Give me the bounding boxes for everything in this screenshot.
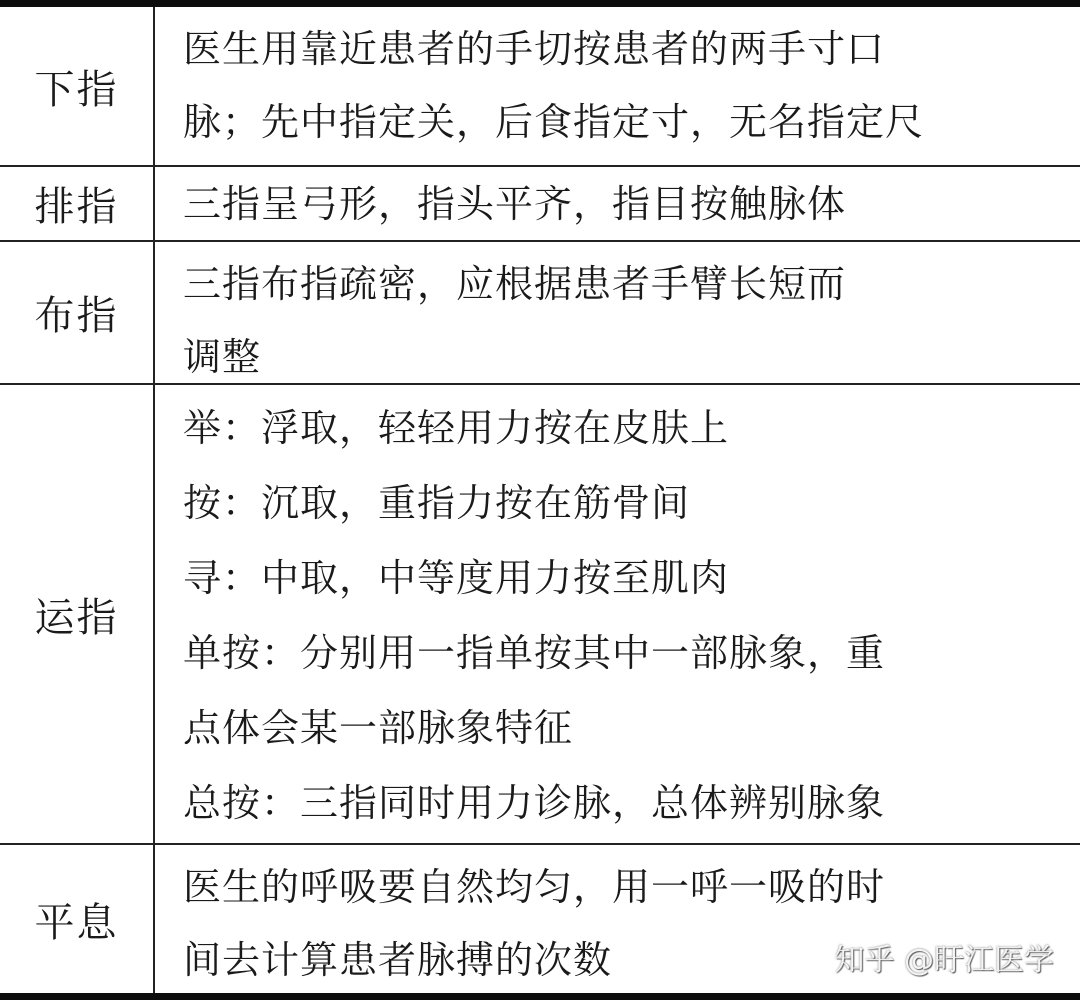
row-label-paizhi xyxy=(0,167,155,242)
row-label-text: 排指 xyxy=(34,184,119,230)
content-line: 总按：三指同时用力诊脉，总体辨别脉象 xyxy=(183,781,886,825)
watermark: 知乎 @盱江医学 xyxy=(834,943,1054,978)
pulse-technique-table xyxy=(0,7,1080,993)
row-label-xiazhi xyxy=(0,7,155,167)
content-line: 调整 xyxy=(183,335,262,379)
content-line: 举：浮取，轻轻用力按在皮肤上 xyxy=(183,406,730,450)
content-line: 点体会某一部脉象特征 xyxy=(183,706,574,750)
row-content-yunzhi xyxy=(155,385,1080,845)
content-line: 三指呈弓形，指头平齐，指目按触脉体 xyxy=(183,182,847,226)
content-line: 间去计算患者脉搏的次数 xyxy=(183,938,613,982)
row-content-paizhi xyxy=(155,167,1080,242)
row-content-buzhi xyxy=(155,242,1080,385)
content-line: 脉；先中指定关，后食指定寸，无名指定尺 xyxy=(183,100,925,144)
content-line: 寻：中取，中等度用力按至肌肉 xyxy=(183,556,730,600)
top-border xyxy=(0,0,1080,7)
content-line: 医生的呼吸要自然均匀，用一呼一吸的时 xyxy=(183,865,886,909)
bottom-border xyxy=(0,993,1080,1000)
content-line: 医生用靠近患者的手切按患者的两手寸口 xyxy=(183,27,886,71)
content-line: 按：沉取，重指力按在筋骨间 xyxy=(183,481,691,525)
row-label-text: 运指 xyxy=(34,594,119,641)
row-label-text: 下指 xyxy=(34,66,119,113)
row-label-text: 布指 xyxy=(34,293,119,339)
content-line: 单按：分别用一指单按其中一部脉象，重 xyxy=(183,631,886,675)
content-line: 三指布指疏密，应根据患者手臂长短而 xyxy=(183,262,847,306)
row-label-pingxi xyxy=(0,845,155,993)
row-label-buzhi xyxy=(0,242,155,385)
row-label-text: 平息 xyxy=(34,899,119,946)
row-content-xiazhi xyxy=(155,7,1080,167)
row-label-yunzhi xyxy=(0,385,155,845)
